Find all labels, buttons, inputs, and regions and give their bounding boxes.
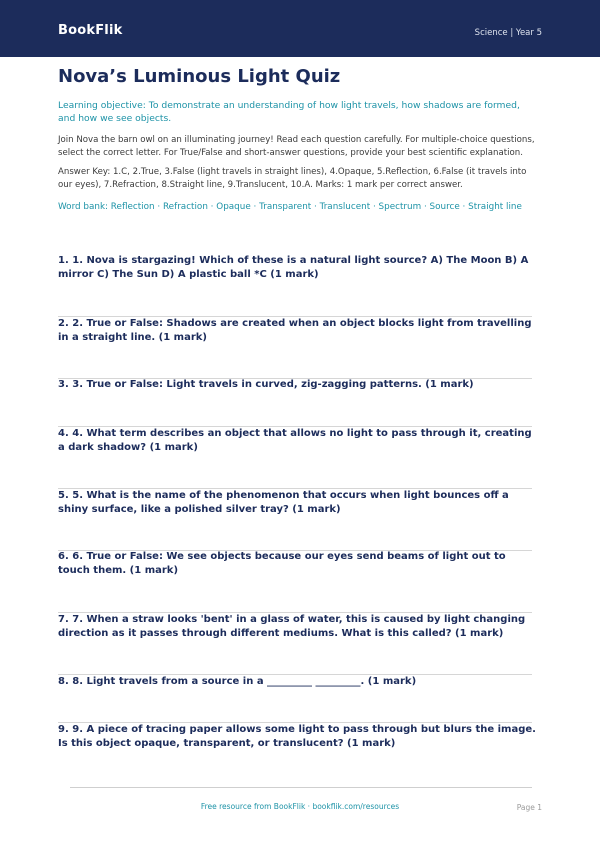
intro-section xyxy=(58,99,540,213)
question-9: 9. 9. A piece of tracing paper allows some light to pass through but blurs the image. Is this object opaque, transparent, or translucent? (1 mark) xyxy=(58,724,536,749)
question-3: 3. 3. True or False: Light travels in curved, zig-zagging patterns. (1 mark) xyxy=(58,379,474,390)
page-title: Nova’s Luminous Light Quiz xyxy=(58,66,341,87)
question-1: 1. 1. Nova is stargazing! Which of these is a natural light source? A) The Moon B) A mirror C) The Sun D) A plastic ball *C (1 mark) xyxy=(58,255,529,280)
footer-divider xyxy=(70,787,532,788)
question-7: 7. 7. When a straw looks 'bent' in a glass of water, this is caused by light changing direction as it passes through different mediums. What is this called? (1 mark) xyxy=(58,614,526,639)
question-5: 5. 5. What is the name of the phenomenon that occurs when light bounces off a shiny surface, like a polished silver tray? (1 mark) xyxy=(58,490,509,515)
question-4: 4. 4. What term describes an object that allows no light to pass through it, creating a dark shadow? (1 mark) xyxy=(58,428,532,453)
footer-link[interactable]: Free resource from BookFlik · bookflik.com/resources xyxy=(200,802,400,811)
header-bar xyxy=(0,0,600,57)
intro-text: Join Nova the barn owl on an illuminating journey! Read each question carefully. For multiple-choice questions, select the correct letter. For True/False and short-answer questions, provide your best scientific explanation. xyxy=(58,135,535,158)
learning-objective: Learning objective: To demonstrate an understanding of how light travels, how shadows are formed, and how we see objects. xyxy=(58,100,520,124)
question-6: 6. 6. True or False: We see objects because our eyes send beams of light out to touch them. (1 mark) xyxy=(58,551,506,576)
answer-key: Answer Key: 1.C, 2.True, 3.False (light travels in straight lines), 4.Opaque, 5.Reflection, 6.False (it travels into our eyes), 7.Refraction, 8.Straight line, 9.Translucent, 10.A. Marks: 1 mark per correct answer. xyxy=(58,167,527,190)
page-number: Page 1 xyxy=(516,803,542,812)
word-bank: Word bank: Reflection · Refraction · Opaque · Transparent · Translucent · Spectrum · Source · Straight line xyxy=(58,202,522,212)
question-8: 8. 8. Light travels from a source in a _________ _________. (1 mark) xyxy=(58,676,417,687)
breadcrumb: Science | Year 5 xyxy=(474,28,542,38)
question-2: 2. 2. True or False: Shadows are created when an object blocks light from travelling in a straight line. (1 mark) xyxy=(58,318,532,343)
brand-logo[interactable]: BookFlik xyxy=(58,23,123,38)
